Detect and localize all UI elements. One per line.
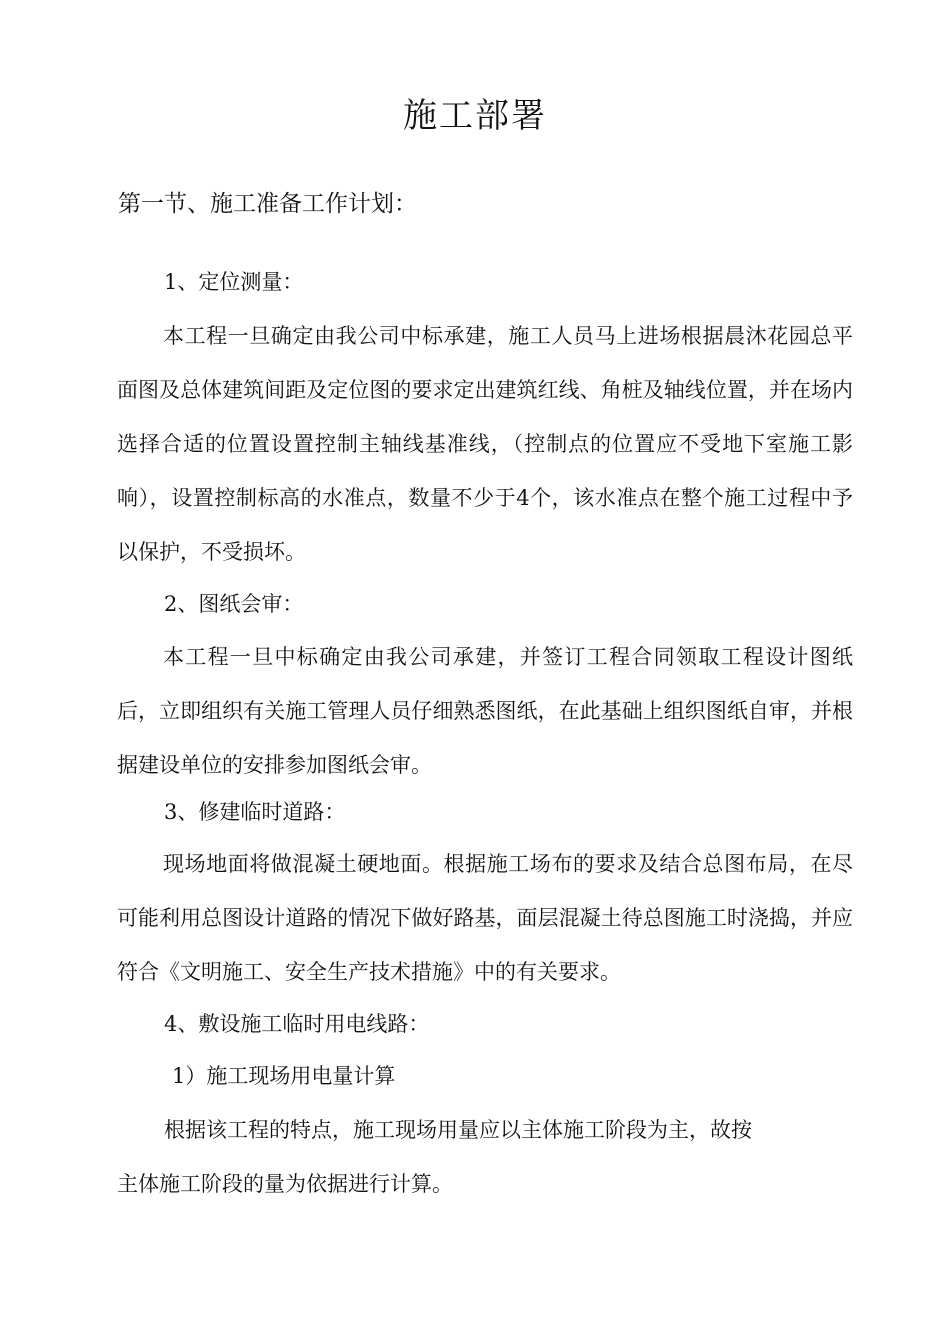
subitem1-heading: 1）施工现场用电量计算 (172, 1064, 396, 1088)
item1-paragraph: 本工程一旦确定由我公司中标承建，施工人员马上进场根据晨沐花园总平面图及总体建筑间距及定位图的要求定出建筑红线、角桩及轴线位置，并在场内选择合适的位置设置控制主轴线基准线，（控制点的位置应不受地下室施工影响），设置控制标高的水准点，数量不少于4个，该水准点在整个施工过程中予以保护，不受损坏。 (117, 324, 853, 564)
item4-heading: 4、敷设施工临时用电线路： (164, 1012, 430, 1036)
item3-paragraph: 现场地面将做混凝土硬地面。根据施工场布的要求及结合总图布局，在尽可能利用总图设计道路的情况下做好路基，面层混凝土待总图施工时浇捣，并应符合《文明施工、安全生产技术措施》中的有关要求。 (117, 852, 853, 984)
item4-paragraph-line2: 主体施工阶段的量为依据进行计算。 (117, 1172, 453, 1196)
item4-paragraph-line1: 根据该工程的特点，施工现场用量应以主体施工阶段为主，故按 (164, 1118, 752, 1142)
item1-heading: 1、定位测量： (164, 270, 304, 294)
item3-heading: 3、修建临时道路： (164, 800, 346, 824)
section-heading: 第一节、施工准备工作计划： (118, 191, 417, 217)
item2-heading: 2、图纸会审： (164, 592, 304, 616)
item2-paragraph: 本工程一旦中标确定由我公司承建，并签订工程合同领取工程设计图纸后，立即组织有关施工管理人员仔细熟悉图纸，在此基础上组织图纸自审，并根据建设单位的安排参加图纸会审。 (117, 645, 853, 777)
page-title: 施工部署 (403, 96, 547, 136)
